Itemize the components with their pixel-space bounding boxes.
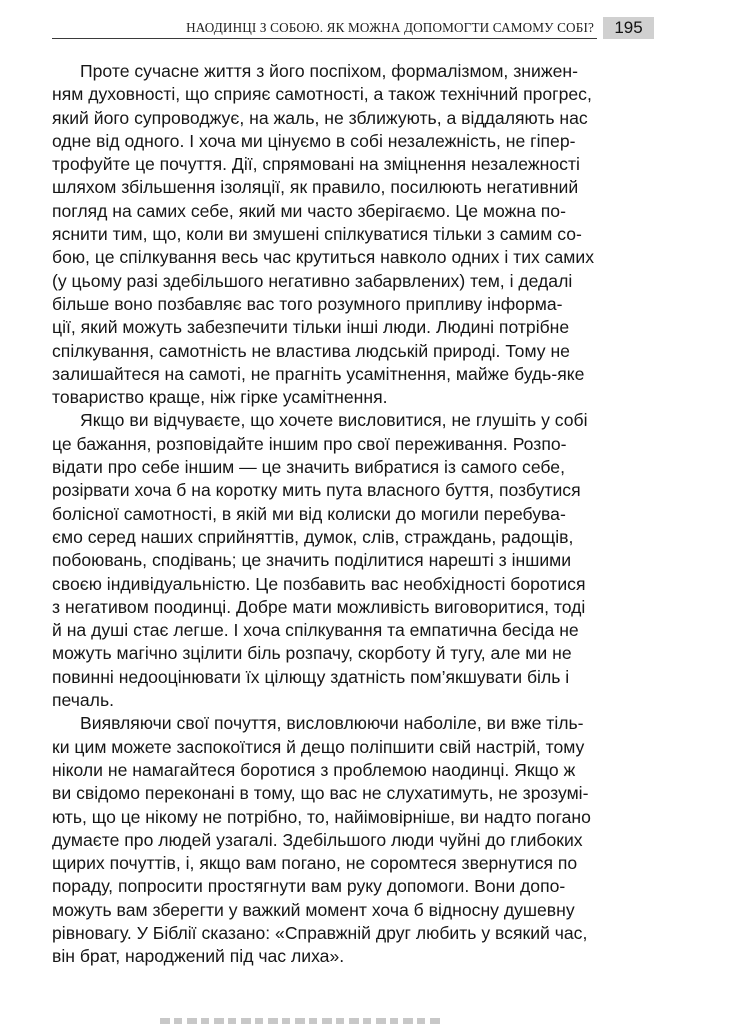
text-line: можуть магічно зцілити біль розпачу, скорботу й тугу, але ми не [52,643,572,664]
text-line: побоювань, сподівань; це значить поділитися нарешті з іншими [52,550,572,571]
text-line: залишайтеся на самоті, не прагніть усамітнення, майже будь-яке [52,363,585,384]
text-line: щирих почуттів, і, якщо вам погано, не соромтеся звернутися по [52,853,578,874]
text-line: рівновагу. У Біблії сказано: «Справжній друг любить у всякий час, [52,922,588,943]
running-header [52,14,654,42]
text-line: болісної самотності, в якій ми від колиски до могили перебува- [52,503,566,524]
text-line: який його супроводжує, на жаль, не зближують, а віддаляють нас [52,107,588,128]
text-line: розірвати хоча б на коротку мить пута власного буття, позбутися [52,480,581,501]
paragraph [52,60,648,409]
text-line: думаєте про людей узагалі. Здебільшого люди чуйні до глибоких [52,829,583,850]
text-line: яснити тим, що, коли ви змушені спілкуватися тільки з самим со- [52,224,582,245]
cut-off-next-line [160,1014,440,1024]
body-text [52,60,648,969]
text-line: ють, що це нікому не потрібно, то, найімовірніше, ви надто погано [52,806,591,827]
text-line: Проте сучасне життя з його поспіхом, формалізмом, знижен- [80,61,578,81]
text-line: пораду, попросити простягнути вам руку допомоги. Вони допо- [52,876,566,897]
paragraph [52,409,648,712]
text-line: бою, це спілкування весь час крутиться навколо одних і тих самих [52,247,595,268]
paragraph [52,712,648,968]
text-line: ви свідомо переконані в тому, що вас не слухатимуть, не зрозумі- [52,783,589,804]
text-line: й на душі стає легше. І хоча спілкування та емпатична бесіда не [52,620,579,641]
text-line: повинні недооцінювати їх цілющу здатність пом’якшувати біль і [52,666,570,687]
text-line: це бажання, розповідайте іншим про свої переживання. Розпо- [52,433,567,454]
text-line: трофуйте це почуття. Дії, спрямовані на зміцнення незалежності [52,154,580,175]
text-line: відати про себе іншим — це значить вибратися із самого себе, [52,457,565,478]
text-line: товариство краще, ніж гірке усамітнення. [52,387,388,408]
text-line: ки цим можете заспокоїтися й дещо поліпшити свій настрій, тому [52,736,585,757]
text-line: (у цьому разі здебільшого негативно забарвлених) тем, і дедалі [52,270,573,291]
text-line: ції, який можуть забезпечити тільки інші люди. Людині потрібне [52,317,570,338]
text-line: Якщо ви відчуваєте, що хочете висловитися, не глушіть у собі [80,410,588,431]
text-line: більше воно позбавляє вас того розумного припливу інформа- [52,293,563,314]
text-line: ніколи не намагайтеся боротися з проблемою наодинці. Якщо ж [52,759,576,780]
text-line: ємо серед наших сприйняттів, думок, слів, страждань, радощів, [52,526,574,547]
text-line: одне від одного. І хоча ми цінуємо в собі незалежність, не гіпер- [52,130,576,151]
text-line: ням духовності, що сприяє самотності, а також технічний прогрес, [52,84,592,105]
running-title: НАОДИНЦІ З СОБОЮ. ЯК МОЖНА ДОПОМОГТИ САМОМУ СОБІ? [186,20,594,35]
text-line: він брат, народжений під час лиха». [52,946,345,967]
header-rule [52,38,597,39]
text-line: можуть вам зберегти у важкий момент хоча б відносну душевну [52,899,575,920]
text-line: з негативом поодинці. Добре мати можливість виговоритися, тоді [52,596,586,617]
text-line: печаль. [52,690,114,711]
page-number: 195 [603,17,654,39]
text-line: погляд на самих себе, який ми часто зберігаємо. Це можна по- [52,200,566,221]
text-line: Виявляючи свої почуття, висловлюючи наболіле, ви вже тіль- [80,713,584,734]
text-line: своєю індивідуальністю. Це позбавить вас необхідності боротися [52,573,586,594]
text-line: шляхом збільшення ізоляції, як правило, посилюють негативний [52,177,579,198]
text-line: спілкування, самотність не властива людській природі. Тому не [52,340,570,361]
